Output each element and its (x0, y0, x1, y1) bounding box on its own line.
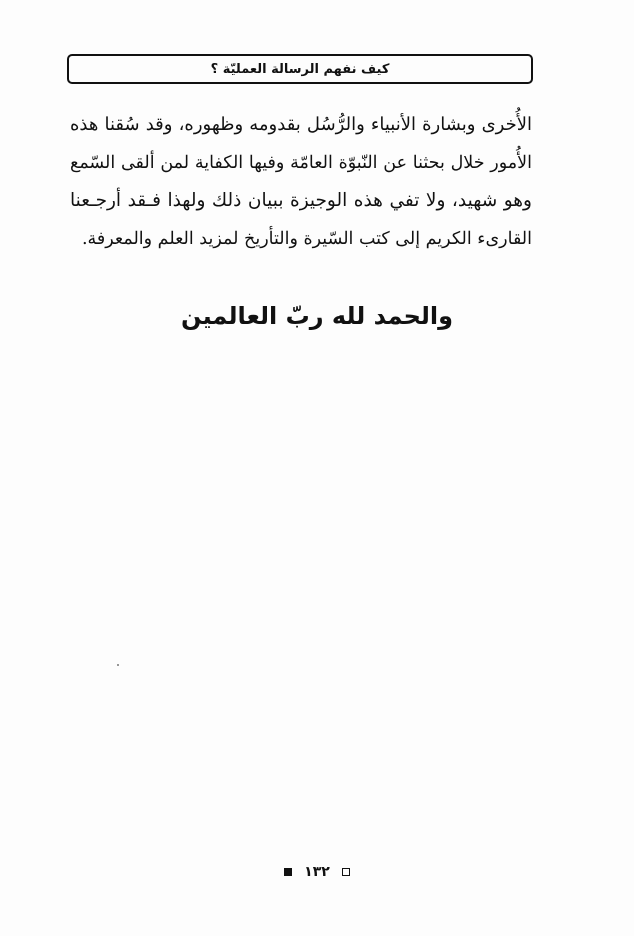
body-line: الأُمور خلال بحثنا عن النّبوّة العامّة وفيها الكفاية لمن ألقى السّمع (70, 153, 532, 173)
page-footer (0, 864, 634, 880)
body-line: وهو شهيد، ولا تفي هذه الوجيزة ببيان ذلك ولهذا فـقد أرجـعنا (70, 190, 532, 211)
running-header (67, 54, 533, 84)
body-line: القارىء الكريم إلى كتب السّيرة والتأريخ لمزيد العلم والمعرفة. (81, 229, 532, 249)
header-title: كيف نفهم الرسالة العمليّة ؟ (210, 61, 390, 77)
closing-phrase: والحمد لله ربّ العالمين (180, 302, 454, 330)
empty-square-icon (342, 868, 350, 876)
speck-mark (117, 664, 119, 666)
body-paragraph (70, 106, 532, 258)
filled-square-icon (284, 868, 292, 876)
body-line: الأُخرى وبشارة الأنبياء والرُّسُل بقدومه وظهوره، وقد سُقنا هذه (70, 114, 532, 135)
page-number: ١٣٢ (304, 864, 330, 880)
